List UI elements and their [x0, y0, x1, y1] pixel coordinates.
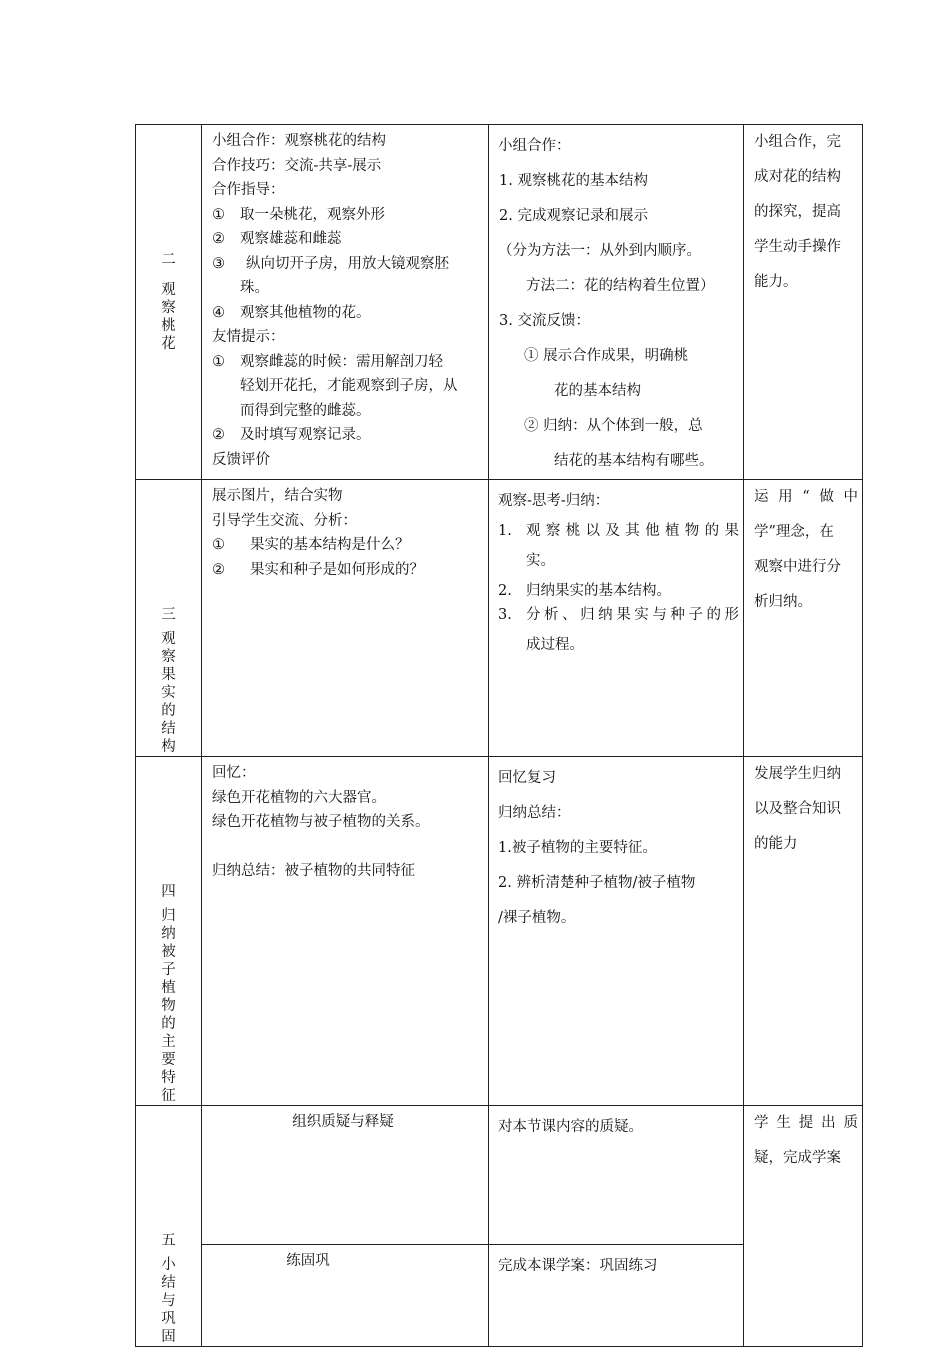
section-number: 二: [161, 252, 176, 268]
list-item: ② 及时填写观察记录。: [212, 427, 371, 443]
list-item: ③ 纵向切开子房，用放大镜观察胚: [212, 255, 449, 272]
teacher-activity-cell: 练固巩: [202, 1245, 489, 1347]
design-intent-cell: 学生提出质 疑，完成学案: [744, 1106, 863, 1347]
list-item: ④ 观察其他植物的花。: [212, 304, 371, 321]
list-item: 2. 归纳果实的基本结构。: [498, 582, 671, 599]
row-angiosperm-features: [136, 757, 863, 1106]
section-label: 三 观 察 果 实 的 结 构: [136, 480, 202, 757]
teacher-activity-cell: 回忆： 绿色开花植物的六大器官。 绿色开花植物与被子植物的关系。 归纳总结：被子植物的共同特征: [202, 757, 489, 1106]
design-intent-cell: 发展学生归纳 以及整合知识 的能力: [744, 757, 863, 1106]
section-label: 四 归 纳 被 子 植 物 的 主 要 特 征: [136, 757, 202, 1106]
list-item: ① 观察雌蕊的时候：需用解剖刀轻: [212, 353, 443, 370]
section-number: 三: [161, 607, 176, 623]
list-item: 1. 观察桃以及其他植物的果: [498, 523, 739, 539]
section-label: 五 小 结 与 巩 固: [136, 1106, 202, 1347]
student-activity-cell: 对本节课内容的质疑。: [489, 1106, 744, 1245]
section-number: 四: [161, 884, 176, 900]
design-intent-cell: 小组合作，完 成对花的结构 的探究，提高 学生动手操作 能力。: [744, 125, 863, 480]
student-activity-cell: 小组合作： 1. 观察桃花的基本结构 2. 完成观察记录和展示 （分为方法一：从外到内顺序。 方法二：花的结构着生位置） 3. 交流反馈： ① 展示合作成果，明确桃 花的基本结构 ② 归纳：从个体到一般，总 结花的基本结构有哪些。: [489, 125, 744, 480]
list-item: 3. 分析、归纳果实与种子的形: [498, 607, 739, 623]
row-observe-fruit-structure: [136, 480, 863, 757]
section-number: 五: [161, 1233, 176, 1249]
teacher-activity-cell: 小组合作：观察桃花的结构 合作技巧：交流-共享-展示 合作指导： ① 取一朵桃花，观察外形 ② 观察雄蕊和雌蕊 ③ 纵向切开子房，用放大镜观察胚 珠。 ④ 观察其他植物的花。 友情提示： ① 观察雌蕊的时候：需用解剖刀轻 轻划开花托，才能观察到子房，从 而得到完整的雌蕊。 ② 及时填写观察记录。 反馈评价: [202, 125, 489, 480]
student-activity-cell: 完成本课学案：巩固练习: [489, 1245, 744, 1347]
section-label: 二 观 察 桃 花: [136, 125, 202, 480]
list-item: ② 观察雄蕊和雌蕊: [212, 231, 342, 247]
list-item: ② 果实和种子是如何形成的？: [212, 561, 424, 578]
list-item: ① 取一朵桃花，观察外形: [212, 206, 385, 223]
list-item: ① 果实的基本结构是什么？: [212, 537, 410, 553]
row-summary-consolidation: [136, 1106, 863, 1245]
teacher-activity-cell: 展示图片，结合实物 引导学生交流、分析： ① 果实的基本结构是什么？ ② 果实和种子是如何形成的？: [202, 480, 489, 757]
lesson-plan-table: [135, 124, 863, 1347]
student-activity-cell: 回忆复习 归纳总结： 1.被子植物的主要特征。 2. 辨析清楚种子植物/被子植物 /裸子植物。: [489, 757, 744, 1106]
teacher-activity-cell: 组织质疑与释疑: [202, 1106, 489, 1245]
design-intent-cell: 运用“做中 学”理念，在 观察中进行分 析归纳。: [744, 480, 863, 757]
row-observe-peach-flower: [136, 125, 863, 480]
student-activity-cell: 观察-思考-归纳： 1. 观察桃以及其他植物的果 实。 2. 归纳果实的基本结构。 3. 分析、归纳果实与种子的形 成过程。: [489, 480, 744, 757]
